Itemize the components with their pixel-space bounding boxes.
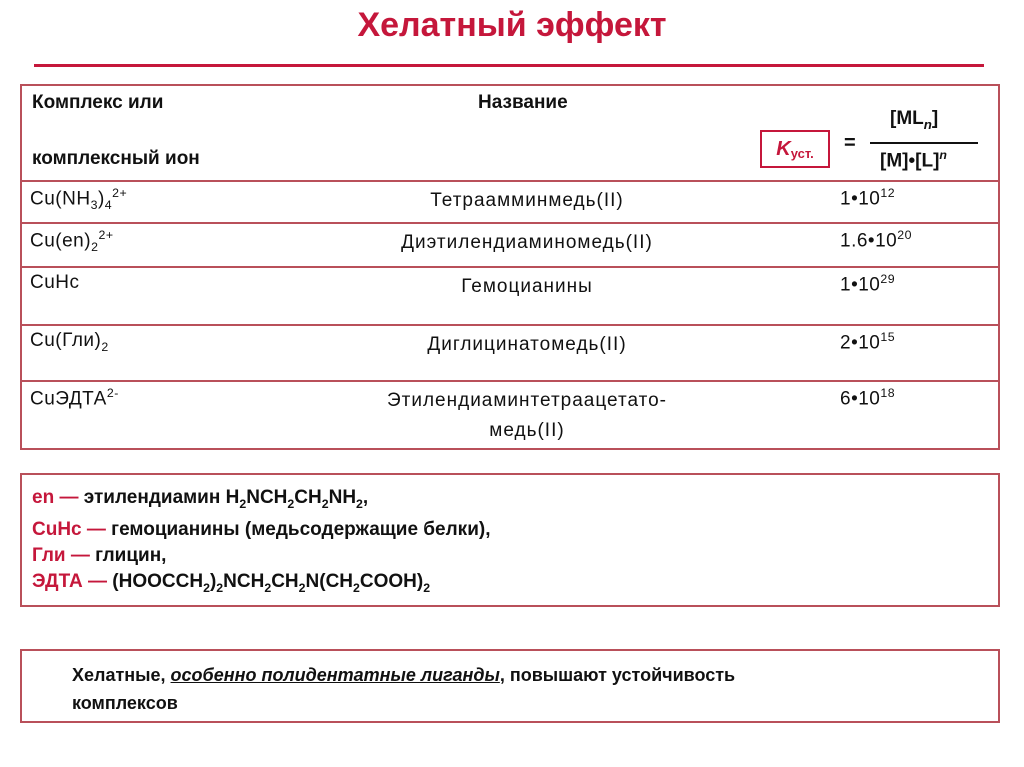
- note-line1: Хелатные, особенно полидентатные лиганды, повышают устойчивость: [72, 665, 736, 685]
- complex-formula: CuЭДТА$^{2-}$: [30, 386, 119, 410]
- stability-constant-symbol: $K_{уст.}$: [760, 130, 830, 168]
- table-row: [22, 224, 998, 268]
- table-row: [22, 182, 998, 224]
- fraction-bar: [870, 142, 978, 144]
- fraction-numerator: $[ML_n]$: [890, 108, 939, 132]
- legend-line-en: en — этилендиамин $H_2NCH_2CH_2NH_2$,: [32, 487, 369, 511]
- complex-name: Тетраамминмедь(II): [430, 190, 624, 211]
- constants-table: [20, 84, 1000, 450]
- header-complex-line1: Комплекс или: [32, 92, 164, 113]
- title-underline: [34, 64, 984, 67]
- equals-sign: =: [844, 132, 856, 154]
- complex-formula: $Cu(en)_2^{2+}$: [30, 228, 114, 255]
- complex-formula: CuHc: [30, 272, 80, 293]
- complex-formula: $Cu(Гли)_2$: [30, 330, 109, 354]
- header-name: Название: [478, 92, 568, 113]
- table-row: [22, 326, 998, 382]
- legend-line-gli: Гли — глицин,: [32, 544, 167, 566]
- stability-constant: $1•10^{29}$: [840, 272, 896, 296]
- complex-name: Гемоцианины: [461, 276, 593, 297]
- table-row: [22, 268, 998, 326]
- complex-name: Диэтилендиаминомедь(II): [401, 232, 653, 253]
- legend-line-cuhc: CuHc — гемоцианины (медьсодержащие белки),: [32, 518, 491, 540]
- header-complex-line2: комплексный ион: [32, 148, 200, 169]
- abbreviations-legend: [20, 473, 1000, 607]
- fraction-denominator: $[M]•[L]^n$: [880, 148, 947, 172]
- complex-formula: $Cu(NH_3)_4^{2+}$: [30, 186, 128, 213]
- table-header: [22, 86, 998, 182]
- stability-constant: $1•10^{12}$: [840, 186, 896, 210]
- complex-name: Диглицинатомедь(II): [427, 334, 627, 355]
- legend-line-edta: ЭДТА — $(HOOCCH_2)_2NCH_2CH_2N(CH_2COOH)_2$: [32, 570, 431, 595]
- complex-name: Этилендиаминтетраацетато- медь(II): [386, 390, 667, 441]
- table-row: [22, 382, 998, 448]
- page-title: Хелатный эффект: [357, 6, 667, 44]
- stability-constant: $6•10^{18}$: [840, 386, 896, 410]
- stability-constant: $1.6•10^{20}$: [840, 228, 912, 252]
- conclusion-note: [20, 649, 1000, 723]
- stability-constant: $2•10^{15}$: [840, 330, 896, 354]
- note-line2: комплексов: [72, 693, 178, 713]
